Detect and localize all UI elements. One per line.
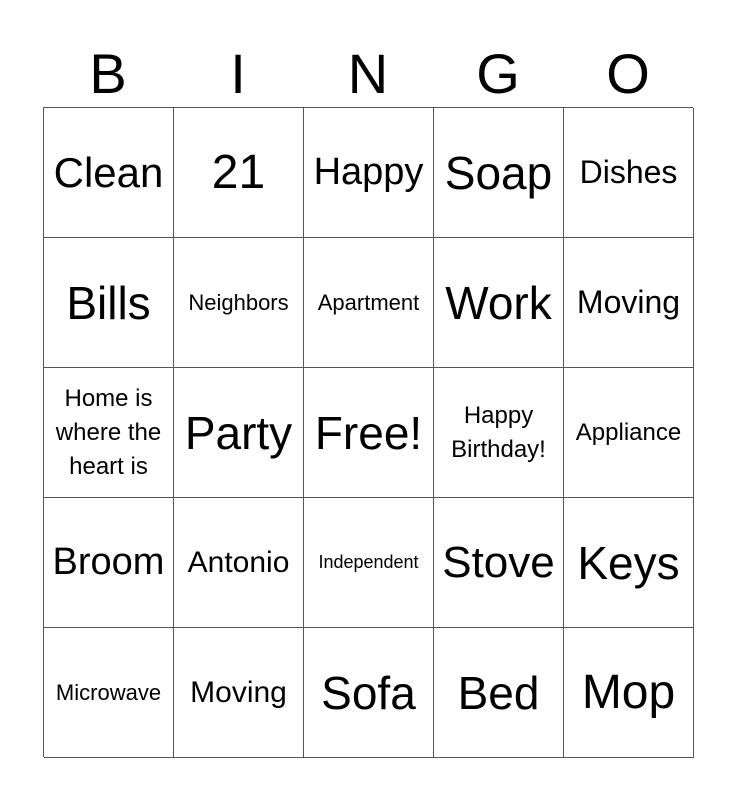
bingo-cell[interactable]: Broom — [44, 498, 174, 628]
bingo-cell[interactable]: Appliance — [564, 368, 694, 498]
bingo-cell[interactable]: Bills — [44, 238, 174, 368]
header-letter-g: G — [476, 42, 520, 105]
header-letter-i: I — [230, 42, 246, 105]
bingo-cell[interactable]: Keys — [564, 498, 694, 628]
bingo-cell[interactable]: 21 — [174, 108, 304, 238]
bingo-cell[interactable]: Moving — [564, 238, 694, 368]
bingo-cell[interactable]: Independent — [304, 498, 434, 628]
bingo-cell[interactable]: Stove — [434, 498, 564, 628]
bingo-cell[interactable]: Sofa — [304, 628, 434, 758]
free-space-cell[interactable]: Free! — [304, 368, 434, 498]
bingo-cell[interactable]: Happy — [304, 108, 434, 238]
header-letter-n: N — [347, 42, 389, 105]
bingo-cell[interactable]: Soap — [434, 108, 564, 238]
bingo-cell[interactable]: Party — [174, 368, 304, 498]
bingo-cell[interactable]: Work — [434, 238, 564, 368]
bingo-cell[interactable]: Bed — [434, 628, 564, 758]
bingo-cell[interactable]: Home is where the heart is — [44, 368, 174, 498]
bingo-grid — [43, 107, 693, 757]
bingo-cell[interactable]: Neighbors — [174, 238, 304, 368]
bingo-cell[interactable]: Apartment — [304, 238, 434, 368]
header-letter-o: O — [606, 42, 650, 105]
bingo-cell[interactable]: Antonio — [174, 498, 304, 628]
bingo-cell[interactable]: Dishes — [564, 108, 694, 238]
header-letter-b: B — [89, 42, 127, 105]
bingo-cell[interactable]: Clean — [44, 108, 174, 238]
bingo-cell[interactable]: Moving — [174, 628, 304, 758]
bingo-cell[interactable]: Mop — [564, 628, 694, 758]
bingo-header — [43, 40, 693, 108]
bingo-cell[interactable]: Happy Birthday! — [434, 368, 564, 498]
bingo-cell[interactable]: Microwave — [44, 628, 174, 758]
